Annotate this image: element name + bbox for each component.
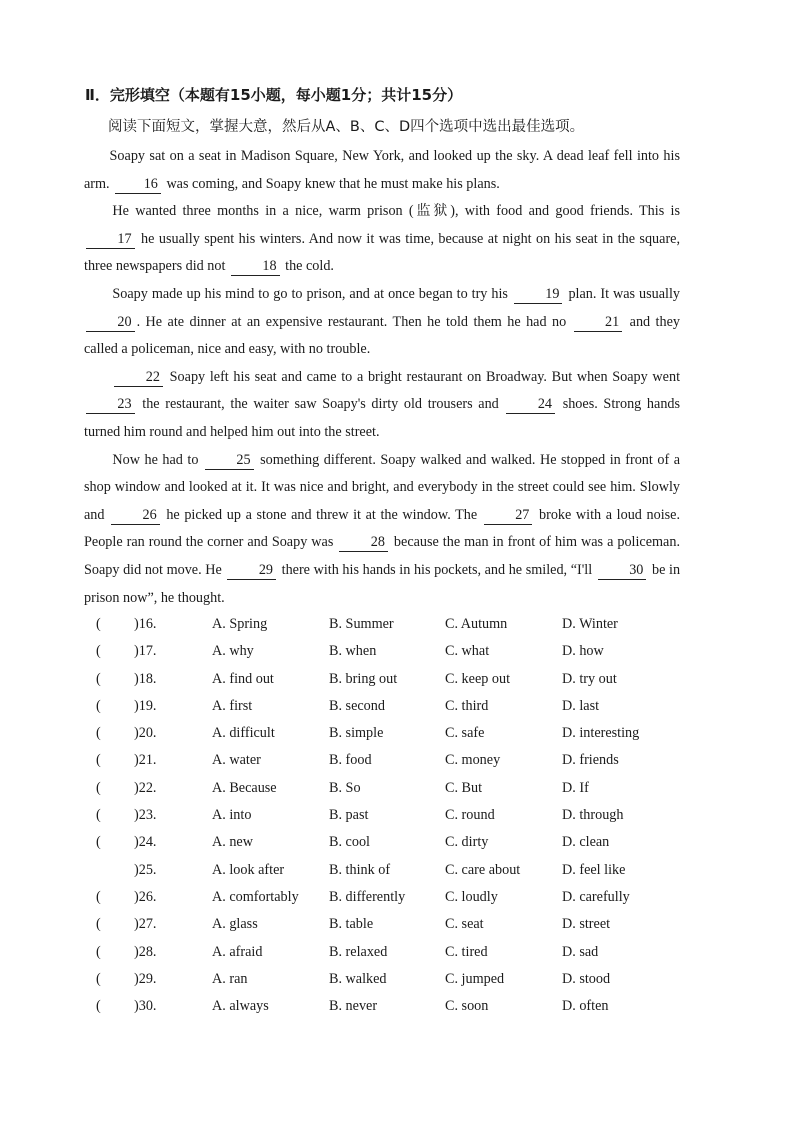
option-b: B. relaxed bbox=[329, 943, 388, 960]
question-row bbox=[96, 721, 716, 748]
option-c: C. keep out bbox=[445, 670, 511, 687]
answer-paren[interactable]: ( bbox=[96, 943, 101, 960]
option-a: A. glass bbox=[212, 916, 258, 933]
blank-21: 21 bbox=[574, 313, 623, 332]
option-b: B. Summer bbox=[329, 616, 394, 632]
paragraph-3: Soapy made up his mind to go to prison, and at once began to try his 19 plan. It was usually 20 . He ate dinner at an expensive restaurant. Then he told them he had no 21 and they called a policeman, nice and easy, with no trouble. bbox=[84, 285, 681, 358]
blank-26: 26 bbox=[111, 506, 160, 525]
option-b: B. second bbox=[329, 697, 385, 714]
option-d: D. feel like bbox=[562, 861, 626, 878]
option-b: B. past bbox=[329, 807, 369, 824]
option-c: C. dirty bbox=[445, 834, 489, 851]
option-c: C. jumped bbox=[445, 970, 505, 987]
answer-paren[interactable]: ( bbox=[96, 970, 101, 987]
question-row bbox=[96, 858, 716, 885]
question-row bbox=[96, 967, 716, 994]
question-row bbox=[96, 803, 716, 830]
question-number: )28. bbox=[134, 943, 157, 960]
option-a: A. comfortably bbox=[212, 888, 299, 905]
option-c: C. seat bbox=[445, 916, 484, 933]
question-number: )29. bbox=[134, 970, 157, 987]
option-d: D. last bbox=[562, 697, 600, 714]
option-a: A. first bbox=[212, 697, 253, 714]
option-c: C. soon bbox=[445, 998, 489, 1015]
blank-30: 30 bbox=[598, 561, 647, 580]
option-c: C. But bbox=[445, 779, 483, 796]
answer-paren[interactable]: ( bbox=[96, 616, 101, 632]
option-d: D. friends bbox=[562, 752, 619, 769]
option-c: C. Autumn bbox=[445, 616, 508, 632]
question-number: )20. bbox=[134, 725, 157, 742]
option-a: A. new bbox=[212, 834, 253, 851]
blank-18: 18 bbox=[231, 257, 280, 276]
option-d: D. If bbox=[562, 779, 589, 796]
option-b: B. when bbox=[329, 643, 377, 660]
blank-19: 19 bbox=[514, 285, 563, 304]
option-d: D. carefully bbox=[562, 888, 630, 905]
option-b: B. never bbox=[329, 998, 378, 1015]
question-number: )19. bbox=[134, 697, 157, 714]
question-number: )16. bbox=[134, 616, 157, 632]
question-row bbox=[96, 667, 716, 694]
option-b: B. simple bbox=[329, 725, 384, 742]
option-b: B. walked bbox=[329, 970, 387, 987]
cloze-passage bbox=[84, 143, 680, 612]
section-title: Ⅱ．完形填空（本题有15小题，每小题1分；共计15分） bbox=[85, 86, 463, 104]
blank-24: 24 bbox=[506, 395, 555, 414]
option-d: D. how bbox=[562, 643, 604, 660]
option-a: A. into bbox=[212, 807, 252, 824]
paragraph-5: Now he had to 25 something different. Soapy walked and walked. He stopped in front of a shop window and looked at it. It was nice and bright, and everybody in the street could see him. Slowly and 26 he picked up a stone and threw it at the window. The 27 broke with a loud noise. People ran round the corner and Soapy was 28 because the man in front of him was a policeman. Soapy did not move. He 29 there with his hands in his pockets, and he smiled, “I'll 30 be in prison now”, he thought. bbox=[84, 451, 681, 606]
answer-paren[interactable]: ( bbox=[96, 834, 101, 851]
option-b: B. cool bbox=[329, 834, 370, 851]
option-d: D. often bbox=[562, 998, 609, 1015]
blank-22: 22 bbox=[114, 368, 163, 387]
option-c: C. tired bbox=[445, 943, 488, 960]
option-c: C. round bbox=[445, 807, 495, 824]
option-a: A. look after bbox=[212, 861, 285, 878]
question-number: )30. bbox=[134, 998, 157, 1015]
option-c: C. money bbox=[445, 752, 501, 769]
question-number: )26. bbox=[134, 888, 157, 905]
option-b: B. differently bbox=[329, 888, 406, 905]
question-number: )25. bbox=[134, 861, 157, 878]
answer-paren[interactable]: ( bbox=[96, 916, 101, 933]
blank-29: 29 bbox=[227, 561, 276, 580]
blank-27: 27 bbox=[484, 506, 533, 525]
question-row bbox=[96, 639, 716, 666]
question-row bbox=[96, 940, 716, 967]
question-number: )27. bbox=[134, 916, 157, 933]
option-c: C. safe bbox=[445, 725, 485, 742]
question-row bbox=[96, 885, 716, 912]
option-d: D. Winter bbox=[562, 616, 618, 632]
answer-paren[interactable]: ( bbox=[96, 807, 101, 824]
option-a: A. water bbox=[212, 752, 261, 769]
answer-paren[interactable]: ( bbox=[96, 643, 101, 660]
answer-options bbox=[96, 612, 716, 1021]
question-number: )17. bbox=[134, 643, 157, 660]
answer-paren[interactable]: ( bbox=[96, 670, 101, 687]
blank-20: 20 bbox=[86, 313, 135, 332]
blank-25: 25 bbox=[205, 451, 254, 470]
option-a: A. ran bbox=[212, 970, 248, 987]
paragraph-4: 22 Soapy left his seat and came to a bright restaurant on Broadway. But when Soapy went 23 the restaurant, the waiter saw Soapy's dirty old trousers and 24 shoes. Strong hands turned him round and helped him out into the street. bbox=[84, 368, 681, 440]
option-c: C. care about bbox=[445, 861, 521, 878]
option-a: A. Because bbox=[212, 779, 277, 796]
option-d: D. stood bbox=[562, 970, 611, 987]
option-a: A. afraid bbox=[212, 943, 263, 960]
option-a: A. find out bbox=[212, 670, 274, 687]
option-b: B. food bbox=[329, 752, 372, 769]
blank-23: 23 bbox=[86, 395, 135, 414]
question-number: )24. bbox=[134, 834, 157, 851]
option-d: D. interesting bbox=[562, 725, 640, 742]
paragraph-1: Soapy sat on a seat in Madison Square, New York, and looked up the sky. A dead leaf fell into his arm. 16 was coming, and Soapy knew that he must make his plans. bbox=[84, 148, 680, 192]
option-a: A. always bbox=[212, 998, 269, 1015]
question-number: )22. bbox=[134, 779, 157, 796]
blank-17: 17 bbox=[86, 230, 135, 249]
option-a: A. difficult bbox=[212, 725, 275, 742]
question-row bbox=[96, 830, 716, 857]
paragraph-2: He wanted three months in a nice, warm prison (监狱), with food and good friends. This is 17 he usually spent his winters. And now it was time, because at night on his seat in the square, three newspapers did not 18 the cold. bbox=[84, 203, 681, 275]
answer-paren[interactable]: ( bbox=[96, 888, 101, 905]
question-row bbox=[96, 994, 716, 1021]
option-b: B. table bbox=[329, 916, 374, 933]
question-number: )21. bbox=[134, 752, 157, 769]
answer-paren[interactable]: ( bbox=[96, 725, 101, 742]
question-row bbox=[96, 776, 716, 803]
answer-paren[interactable]: ( bbox=[96, 779, 101, 796]
option-a: A. why bbox=[212, 643, 254, 660]
answer-paren[interactable]: ( bbox=[96, 752, 101, 769]
option-d: D. try out bbox=[562, 670, 617, 687]
option-c: C. what bbox=[445, 643, 490, 660]
option-d: D. through bbox=[562, 807, 624, 824]
option-d: D. clean bbox=[562, 834, 610, 851]
option-c: C. loudly bbox=[445, 888, 498, 905]
question-row bbox=[96, 748, 716, 775]
option-b: B. think of bbox=[329, 861, 391, 878]
option-d: D. street bbox=[562, 916, 611, 933]
option-b: B. bring out bbox=[329, 670, 398, 687]
question-number: )23. bbox=[134, 807, 157, 824]
option-a: A. Spring bbox=[212, 616, 268, 632]
question-row bbox=[96, 912, 716, 939]
section-instruction: 阅读下面短文，掌握大意，然后从A、B、C、D四个选项中选出最佳选项。 bbox=[108, 119, 585, 135]
option-d: D. sad bbox=[562, 943, 599, 960]
answer-paren[interactable]: ( bbox=[96, 697, 101, 714]
blank-16: 16 bbox=[115, 175, 161, 194]
question-number: )18. bbox=[134, 670, 157, 687]
question-row bbox=[96, 612, 716, 639]
option-c: C. third bbox=[445, 697, 489, 714]
answer-paren[interactable]: ( bbox=[96, 998, 101, 1015]
option-b: B. So bbox=[329, 779, 361, 796]
blank-28: 28 bbox=[339, 533, 388, 552]
question-row bbox=[96, 694, 716, 721]
